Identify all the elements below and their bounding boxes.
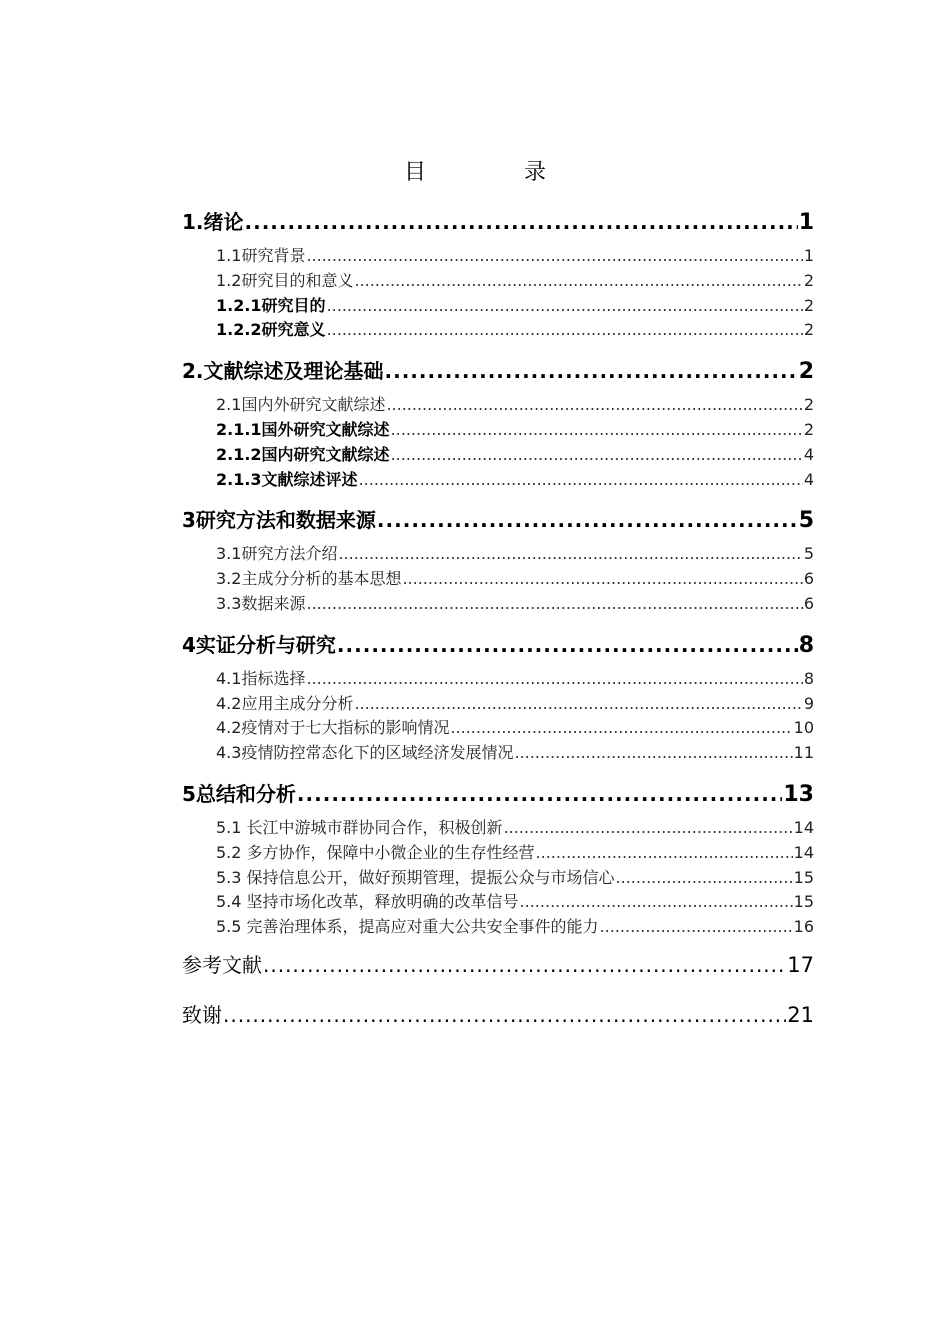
section-label: 3研究方法和数据来源: [182, 508, 376, 533]
leader-dots: [245, 200, 798, 244]
toc-item-3-3[interactable]: [182, 592, 814, 617]
section-page: 2: [798, 359, 814, 385]
leader-dots: [520, 890, 793, 915]
item-page: 2: [803, 419, 814, 439]
item-page: 6: [803, 593, 814, 613]
toc-item-4-1[interactable]: [182, 667, 814, 692]
toc-item-1-2[interactable]: [182, 269, 814, 294]
item-label: 3.3数据来源: [216, 593, 306, 613]
item-label: 2.1.1国外研究文献综述: [216, 419, 390, 439]
toc-item-5-3[interactable]: [182, 866, 814, 891]
item-label: 5.4 坚持市场化改革，释放明确的改革信号: [216, 892, 519, 912]
leader-dots: [354, 692, 802, 717]
toc-references[interactable]: [182, 940, 814, 990]
item-page: 11: [793, 743, 814, 763]
toc-item-2-1-1[interactable]: [182, 418, 814, 443]
item-label: 3.2主成分分析的基本思想: [216, 569, 402, 589]
toc-item-1-2-1[interactable]: [182, 294, 814, 319]
toc-section-3[interactable]: [182, 498, 814, 542]
item-label: 5.1 长江中游城市群协同合作，积极创新: [216, 817, 503, 837]
leader-dots: [391, 443, 803, 468]
section-label: 5总结和分析: [182, 781, 296, 806]
toc-item-3-1[interactable]: [182, 542, 814, 567]
item-page: 2: [803, 320, 814, 340]
item-page: 14: [793, 817, 814, 837]
item-page: 2: [803, 395, 814, 415]
leader-dots: [327, 294, 803, 319]
item-label: 1.1研究背景: [216, 246, 306, 265]
item-page: 4: [803, 469, 814, 489]
leader-dots: [391, 418, 803, 443]
item-page: 15: [793, 867, 814, 887]
toc-section-2[interactable]: [182, 349, 814, 393]
item-label: 1.2.1研究目的: [216, 295, 326, 315]
section-label: 1.绪论: [182, 210, 244, 234]
item-label: 4.3疫情防控常态化下的区域经济发展情况: [216, 743, 514, 763]
section-page: 5: [798, 508, 814, 534]
leader-dots: [385, 349, 798, 393]
toc-item-1-1[interactable]: [182, 244, 814, 269]
item-page: 15: [793, 892, 814, 912]
item-page: 14: [793, 842, 814, 862]
item-page: 2: [803, 270, 814, 290]
section-page: 13: [783, 781, 814, 807]
toc-item-4-3[interactable]: [182, 741, 814, 766]
references-page: 17: [787, 952, 814, 977]
acknowledgements-page: 21: [787, 1002, 814, 1027]
item-page: 8: [803, 668, 814, 688]
leader-dots: [616, 866, 793, 891]
item-page: 1: [803, 246, 814, 265]
leader-dots: [263, 940, 786, 990]
item-page: 5: [803, 544, 814, 564]
item-label: 2.1.2国内研究文献综述: [216, 444, 390, 464]
item-label: 1.2.2研究意义: [216, 320, 326, 340]
leader-dots: [337, 623, 798, 667]
toc-item-3-2[interactable]: [182, 567, 814, 592]
leader-dots: [504, 816, 793, 841]
leader-dots: [354, 269, 802, 294]
toc-item-5-5[interactable]: [182, 915, 814, 940]
toc-item-5-2[interactable]: [182, 841, 814, 866]
item-label: 2.1.3文献综述评述: [216, 469, 358, 489]
leader-dots: [297, 772, 782, 816]
leader-dots: [402, 567, 802, 592]
leader-dots: [536, 841, 793, 866]
item-label: 1.2研究目的和意义: [216, 270, 354, 290]
leader-dots: [306, 667, 802, 692]
item-page: 16: [793, 917, 814, 937]
item-page: 2: [803, 295, 814, 315]
toc-section-5[interactable]: [182, 772, 814, 816]
leader-dots: [377, 498, 798, 542]
toc-item-2-1[interactable]: [182, 393, 814, 418]
item-label: 4.2应用主成分分析: [216, 693, 354, 713]
leader-dots: [359, 468, 803, 493]
toc-item-5-4[interactable]: [182, 890, 814, 915]
toc-section-1[interactable]: [182, 200, 814, 244]
item-label: 3.1研究方法介绍: [216, 544, 338, 564]
leader-dots: [306, 592, 802, 617]
references-label: 参考文献: [182, 952, 262, 977]
item-page: 4: [803, 444, 814, 464]
item-page: 9: [803, 693, 814, 713]
leader-dots: [514, 741, 792, 766]
toc-title: 目 录: [403, 160, 584, 185]
item-page: 6: [803, 569, 814, 589]
toc-item-4-2b[interactable]: [182, 716, 814, 741]
leader-dots: [338, 542, 802, 567]
leader-dots: [306, 244, 802, 269]
toc-item-5-1[interactable]: [182, 816, 814, 841]
section-label: 2.文献综述及理论基础: [182, 359, 384, 384]
item-label: 5.5 完善治理体系，提高应对重大公共安全事件的能力: [216, 917, 599, 937]
item-label: 2.1国内外研究文献综述: [216, 395, 386, 415]
item-label: 5.2 多方协作，保障中小微企业的生存性经营: [216, 842, 535, 862]
table-of-contents: [182, 200, 814, 1040]
section-page: 8: [798, 632, 814, 658]
leader-dots: [450, 716, 792, 741]
toc-item-4-2[interactable]: [182, 692, 814, 717]
leader-dots: [386, 393, 802, 418]
section-page: 1: [798, 210, 814, 235]
toc-section-4[interactable]: [182, 623, 814, 667]
leader-dots: [600, 915, 793, 940]
leader-dots: [327, 318, 803, 343]
section-label: 4实证分析与研究: [182, 632, 336, 657]
item-page: 10: [793, 718, 814, 738]
item-label: 4.2疫情对于七大指标的影响情况: [216, 718, 450, 738]
item-label: 5.3 保持信息公开，做好预期管理，提振公众与市场信心: [216, 867, 615, 887]
acknowledgements-label: 致谢: [182, 1002, 222, 1027]
toc-acknowledgements[interactable]: [182, 990, 814, 1040]
toc-item-1-2-2[interactable]: [182, 318, 814, 343]
leader-dots: [223, 990, 786, 1040]
toc-item-2-1-2[interactable]: [182, 443, 814, 468]
toc-item-2-1-3[interactable]: [182, 468, 814, 493]
item-label: 4.1指标选择: [216, 668, 306, 688]
